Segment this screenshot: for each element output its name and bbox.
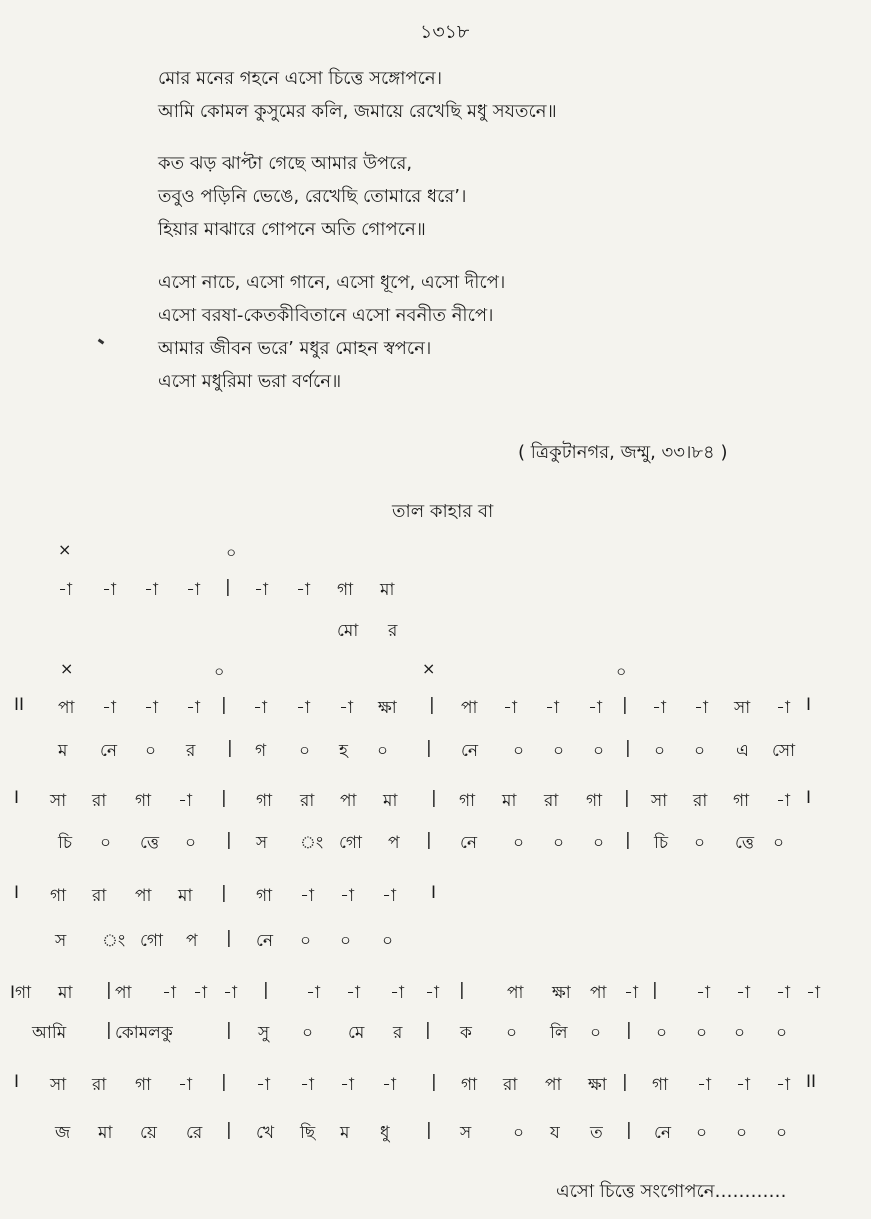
bar-line: | (221, 788, 227, 808)
lyric: ত (590, 1123, 603, 1143)
note: -া (624, 983, 638, 1003)
lyric: নে (654, 1123, 672, 1143)
lyric: নে (461, 741, 479, 761)
bar-line: | (227, 738, 233, 758)
notation-lyric-row (0, 1020, 871, 1050)
page-number: ১৩১৮ (420, 21, 470, 43)
lyric: এ (736, 741, 749, 761)
lyric: য (550, 1123, 560, 1143)
bar-line: | (221, 883, 227, 903)
note: রা (92, 886, 107, 906)
lyric: নে (100, 741, 118, 761)
intro-notes-row (0, 577, 871, 607)
note: -া (300, 1075, 314, 1095)
bar-line: | (459, 980, 465, 1000)
lyric: র (186, 741, 196, 761)
lyric: ম (58, 741, 68, 761)
note: -া (223, 983, 237, 1003)
beat-mark: ০ (214, 662, 225, 681)
bar-line: | (625, 830, 631, 850)
lyric: ০ (513, 1123, 525, 1143)
bar-line: | (426, 830, 432, 850)
lyric: ছি (300, 1123, 316, 1143)
lyric: মা (98, 1123, 113, 1143)
note: I (14, 1072, 20, 1092)
poem-line: কত ঝড় ঝাপ্টা গেছে আমার উপরে, (158, 153, 413, 174)
beat-mark: × (60, 659, 74, 678)
note: গা (459, 791, 476, 811)
bar-line: | (226, 928, 232, 948)
beat-mark: × (422, 659, 436, 678)
note: I (14, 788, 20, 808)
lyric: ক (460, 1023, 472, 1043)
lyric: মো (337, 621, 359, 641)
lyric: ০ (299, 741, 311, 761)
note: ক্ষা (378, 698, 397, 718)
note: গা (733, 791, 750, 811)
lyric: র (393, 1023, 403, 1043)
bar-line: | (426, 738, 432, 758)
lyric: ০ (734, 1023, 746, 1043)
note: গা (135, 1075, 152, 1095)
lyric: স (256, 833, 268, 853)
note: পা (135, 886, 152, 906)
taal-heading: তাল কাহার বা (392, 501, 494, 522)
bar-line: | (221, 1072, 227, 1092)
lyric: খে (256, 1123, 275, 1143)
bar-line: | (626, 1020, 632, 1040)
note: গা (256, 791, 273, 811)
note: -া (340, 886, 354, 906)
lyric: ০ (340, 931, 352, 951)
bar-line: | (226, 1120, 232, 1140)
note: -া (382, 886, 396, 906)
lyric: চি (58, 833, 73, 853)
note: রা (92, 1075, 107, 1095)
note: -া (296, 698, 310, 718)
bar-line: | (226, 1020, 232, 1040)
lyric: লি (550, 1023, 568, 1043)
note: -া (306, 983, 320, 1003)
lyric: গো (339, 833, 362, 853)
note: সা (734, 698, 751, 718)
note: -া (346, 983, 360, 1003)
note: পা (507, 983, 524, 1003)
notation-notes-row (0, 883, 871, 913)
bar-line: | (622, 695, 628, 715)
bar-line: | (106, 980, 112, 1000)
lyric: গ (255, 741, 267, 761)
note: -া (296, 580, 310, 600)
note: পা (115, 983, 132, 1003)
note: -া (193, 983, 207, 1003)
lyric: ০ (654, 741, 666, 761)
lyric: নে (256, 931, 274, 951)
note: I (14, 883, 20, 903)
lyric: ০ (513, 741, 525, 761)
note: I (806, 695, 812, 715)
note: -া (178, 791, 192, 811)
note: রা (544, 791, 559, 811)
bar-line: | (626, 1120, 632, 1140)
lyric: ০ (776, 1123, 788, 1143)
note: -া (58, 580, 72, 600)
lyric: ০ (593, 833, 605, 853)
bar-line: | (625, 738, 631, 758)
bar-line: | (425, 1020, 431, 1040)
poem-line: হিয়ার মাঝারে গোপনে অতি গোপনে॥ (158, 219, 426, 240)
intro-marks-row (0, 540, 871, 570)
notation-notes-row (0, 980, 871, 1010)
lyric: নে (460, 833, 478, 853)
note: -া (382, 1075, 396, 1095)
lyric: ং (300, 833, 324, 853)
note: -া (162, 983, 176, 1003)
note: -া (186, 698, 200, 718)
lyric: ০ (100, 833, 112, 853)
lyric: ০ (656, 1023, 668, 1043)
note: পা (590, 983, 607, 1003)
lyric: ০ (300, 931, 312, 951)
lyric: সু (258, 1023, 270, 1043)
lyric: স (460, 1123, 472, 1143)
note: -া (652, 698, 666, 718)
note: -া (339, 698, 353, 718)
poem-line: তবুও পড়িনি ভেঙে, রেখেছি তোমারে ধরে’। (158, 186, 467, 207)
lyric: রে (186, 1123, 203, 1143)
notation-notes-row (0, 1072, 871, 1102)
note: -া (776, 983, 790, 1003)
note: -া (776, 1075, 790, 1095)
bar-line: | (221, 695, 227, 715)
notation-lyric-row (0, 928, 871, 958)
lyric: ং (102, 931, 126, 951)
lyric: ধু (380, 1123, 390, 1143)
note: -া (503, 698, 517, 718)
note: পা (545, 1075, 562, 1095)
lyric: জ (55, 1123, 71, 1143)
beat-mark: ০ (616, 662, 627, 681)
note: ক্ষা (552, 983, 571, 1003)
notation-lyric-row (0, 738, 871, 768)
note: রা (92, 791, 107, 811)
bar-line: | (431, 1072, 437, 1092)
note: I (431, 883, 437, 903)
lyric: ম (340, 1123, 350, 1143)
lyric: আমি (32, 1023, 67, 1043)
lyric: ০ (593, 741, 605, 761)
note: -া (300, 886, 314, 906)
note: মা (502, 791, 517, 811)
note: II (14, 695, 25, 715)
lyric: ০ (590, 1023, 602, 1043)
note: -া (736, 1075, 750, 1095)
lyric: ০ (776, 1023, 788, 1043)
lyric: ০ (696, 1023, 708, 1043)
bar-line: | (226, 830, 232, 850)
note: সা (50, 791, 67, 811)
lyric: ০ (694, 833, 706, 853)
lyric: ত্তে (140, 833, 160, 853)
lyric: ০ (185, 833, 197, 853)
note: ক্ষা (588, 1075, 607, 1095)
note: -া (694, 698, 708, 718)
notation-notes-row (0, 788, 871, 818)
note: মা (383, 791, 398, 811)
note: -া (776, 791, 790, 811)
note: -া (425, 983, 439, 1003)
stanza-2 (158, 147, 466, 246)
note: -া (186, 580, 200, 600)
lyric: হ (339, 741, 348, 761)
ink-mark (98, 339, 105, 345)
note: -া (254, 580, 268, 600)
note: সা (651, 791, 668, 811)
lyric: সো (772, 741, 796, 761)
notation-lyric-row (0, 1120, 871, 1150)
note: পা (58, 698, 75, 718)
bar-line: | (263, 980, 269, 1000)
bar-line: | (225, 577, 231, 597)
note: -া (256, 1075, 270, 1095)
intro-lyric-row (0, 618, 871, 648)
note: -া (776, 698, 790, 718)
lyric: ০ (773, 833, 785, 853)
note: -া (253, 698, 267, 718)
lyric: ০ (382, 931, 394, 951)
lyric: ০ (377, 741, 389, 761)
notation-lyric-row (0, 830, 871, 860)
note: -া (390, 983, 404, 1003)
note: -া (806, 983, 820, 1003)
note: রা (300, 791, 315, 811)
lyric: ০ (736, 1123, 748, 1143)
note: পা (340, 791, 357, 811)
poem-line: আমার জীবন ভরে’ মধুর মোহন স্বপনে। (158, 338, 432, 359)
note: গা (50, 886, 67, 906)
lyric: কোমলকু (115, 1023, 173, 1043)
lyric: ০ (696, 1123, 708, 1143)
lyric: ০ (513, 833, 525, 853)
bar-line: | (622, 1072, 628, 1092)
lyric: স (55, 931, 67, 951)
bar-line: | (431, 788, 437, 808)
lyric: ০ (145, 741, 157, 761)
note: -া (545, 698, 559, 718)
note: মা (178, 886, 193, 906)
lyric: মে (348, 1023, 365, 1043)
note: -া (102, 698, 116, 718)
lyric: প (186, 931, 198, 951)
note: গা (461, 1075, 478, 1095)
lyric: চি (654, 833, 669, 853)
poem-line: আমি কোমল কুসুমের কলি, জমায়ে রেখেছি মধু সযতনে॥ (158, 101, 557, 122)
beat-mark: × (58, 540, 72, 559)
lyric: র (388, 621, 398, 641)
lyric: গো (140, 931, 163, 951)
bar-line: | (429, 695, 435, 715)
lyric: ০ (553, 833, 565, 853)
lyric: ত্তে (735, 833, 755, 853)
poem-line: এসো নাচে, এসো গানে, এসো ধূপে, এসো দীপে। (158, 272, 506, 293)
bar-line: | (624, 788, 630, 808)
note: রা (693, 791, 708, 811)
lyric: ০ (694, 741, 706, 761)
note: গা (586, 791, 603, 811)
lyric: ০ (302, 1023, 314, 1043)
note: Iগা (10, 983, 32, 1003)
notation-notes-row (0, 695, 871, 725)
section-marks-row (0, 659, 871, 689)
stanza-3 (158, 266, 505, 398)
bar-line: | (652, 980, 658, 1000)
note: -া (102, 580, 116, 600)
note: গা (135, 791, 152, 811)
beat-mark: ০ (226, 543, 237, 562)
poem-line: এসো মধুরিমা ভরা বর্ণনে॥ (158, 371, 342, 392)
note: মা (58, 983, 73, 1003)
lyric: ০ (553, 741, 565, 761)
note: সা (50, 1075, 67, 1095)
stanza-1 (158, 62, 557, 128)
place-date: ( ত্রিকুটানগর, জম্মু, ৩৩।৮৪ ) (518, 442, 728, 463)
note: রা (503, 1075, 518, 1095)
note: I (806, 788, 812, 808)
note: গা (337, 580, 354, 600)
lyric: প (388, 833, 400, 853)
bar-line: | (106, 1020, 112, 1040)
note: -া (144, 580, 158, 600)
note: গা (652, 1075, 669, 1095)
poem-line: এসো বরষা-কেতকীবিতানে এসো নবনীত নীপে। (158, 305, 494, 326)
poem-line: মোর মনের গহনে এসো চিত্তে সঙ্গোপনে। (158, 68, 443, 89)
note: -া (736, 983, 750, 1003)
note: -া (178, 1075, 192, 1095)
bar-line: | (426, 1120, 432, 1140)
note: II (806, 1072, 817, 1092)
note: -া (588, 698, 602, 718)
lyric: ০ (506, 1023, 518, 1043)
note: গা (256, 886, 273, 906)
footer-text: এসো চিত্তে সংগোপনে………… (556, 1181, 787, 1202)
note: -া (696, 983, 710, 1003)
note: -া (340, 1075, 354, 1095)
note: -া (697, 1075, 711, 1095)
note: -া (144, 698, 158, 718)
note: পা (461, 698, 478, 718)
note: মা (380, 580, 395, 600)
lyric: য়ে (140, 1123, 157, 1143)
